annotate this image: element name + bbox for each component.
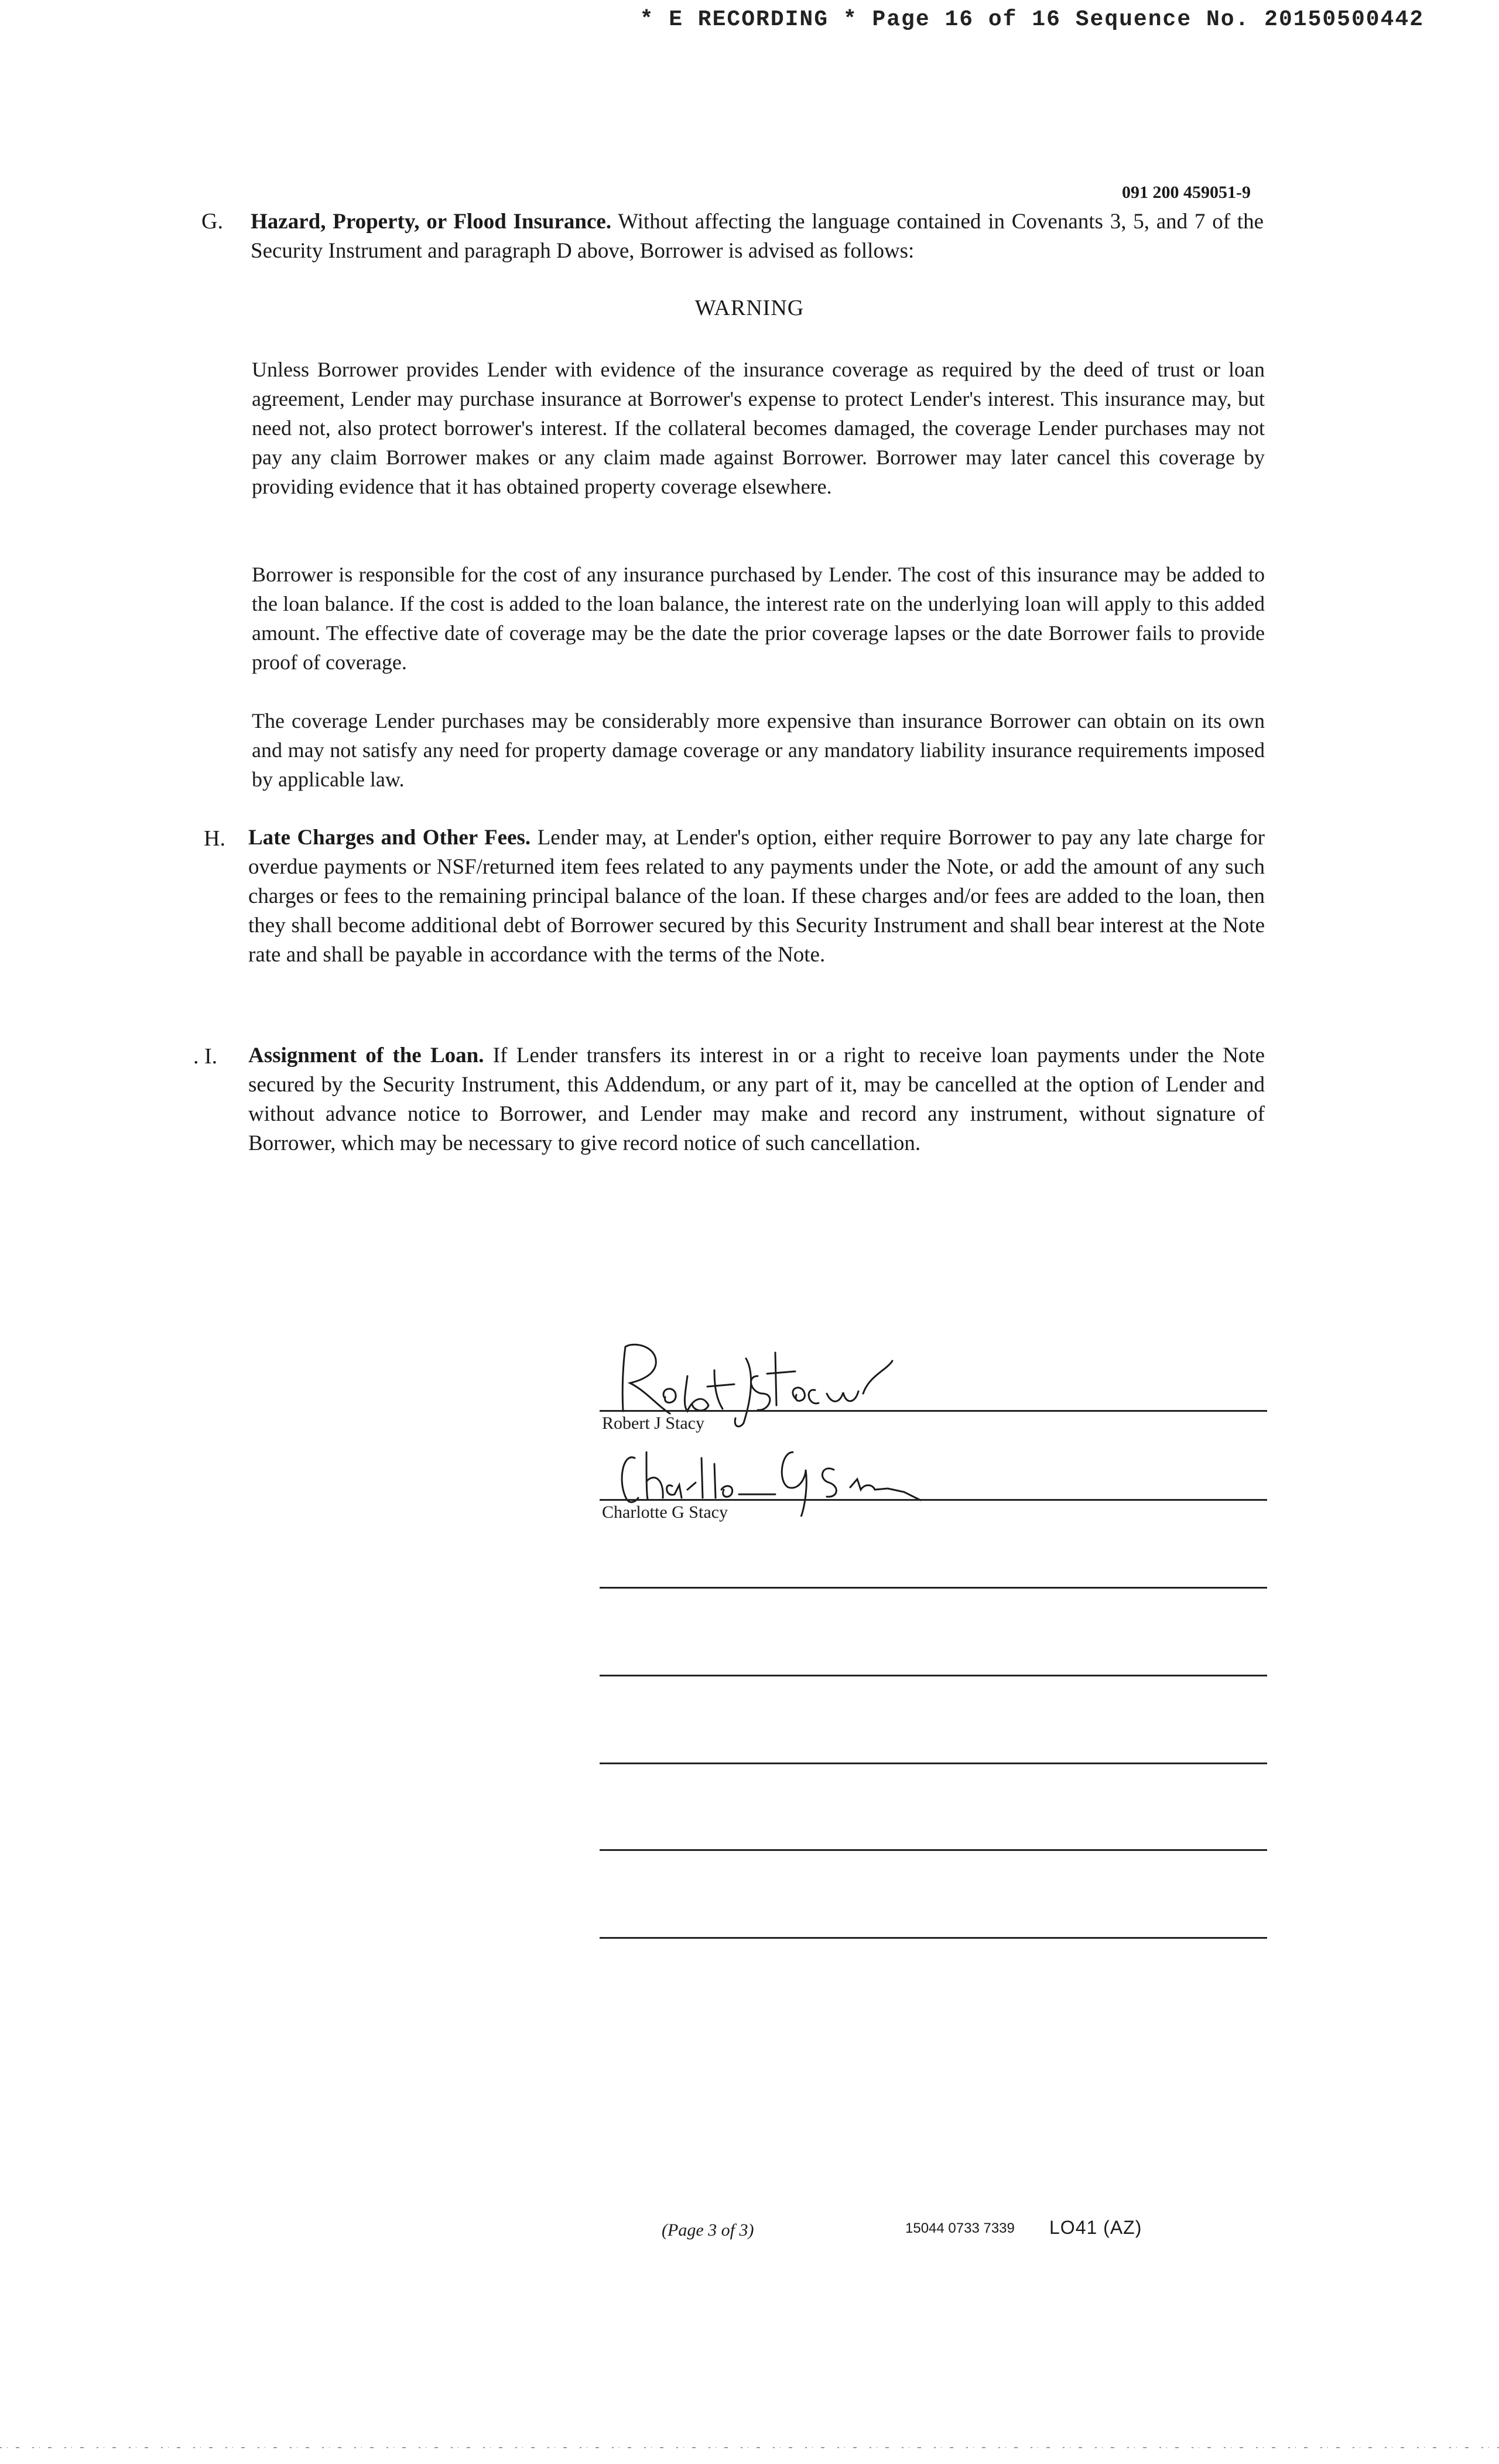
footer-page-label: (Page 3 of 3): [662, 2220, 754, 2240]
signature-line-2: [600, 1499, 1267, 1501]
signer-name-2: Charlotte G Stacy: [602, 1503, 728, 1522]
signature-line-3: [600, 1587, 1267, 1589]
footer-document-code: 15044 0733 7339: [905, 2220, 1015, 2236]
section-g-paragraph-2: Borrower is responsible for the cost of any insurance purchased by Lender. The cost of this insurance may be added to the loan balance. If the cost is added to the loan balance, the interest rate on the underlying loan will apply to this added amount. The effective date of coverage may be the date the prior coverage lapses or the date Borrower fails to provide proof of coverage.: [252, 563, 1265, 674]
section-h-letter: H.: [204, 826, 225, 851]
section-g-paragraph-1: Unless Borrower provides Lender with evidence of the insurance coverage as required by the deed of trust or loan agreement, Lender may purchase insurance at Borrower's expense to protect Lender's interest. This insurance may, but need not, also protect borrower's interest. If the collateral becomes damaged, the coverage Lender purchases may not pay any claim Borrower makes or any claim made against Borrower. Borrower may later cancel this coverage by providing evidence that it has obtained property coverage elsewhere.: [252, 358, 1265, 498]
scan-edge-noise: [0, 2445, 1499, 2450]
signer-name-1: Robert J Stacy: [602, 1414, 704, 1433]
section-i-letter: . I.: [193, 1044, 218, 1069]
section-g-intro: [251, 207, 1264, 266]
warning-heading: WARNING: [694, 296, 805, 320]
recording-banner: * E RECORDING * Page 16 of 16 Sequence No. 20150500442: [639, 7, 1424, 32]
section-g-paragraph-3: The coverage Lender purchases may be considerably more expensive than insurance Borrower can obtain on its own and may not satisfy any need for property damage coverage or any mandatory liability insurance requirements imposed by applicable law.: [252, 709, 1265, 791]
signature-block: [600, 1329, 1267, 1950]
signature-line-6: [600, 1849, 1267, 1851]
signature-line-1: [600, 1410, 1267, 1412]
signature-line-7: [600, 1937, 1267, 1939]
section-i-body: If Lender transfers its interest in or a right to receive loan payments under the Note secured by the Security Instrument, this Addendum, or any part of it, may be cancelled at the option of Lender and without advance notice to Borrower, and Lender may make and record any instrument, without signature of Borrower, which may be necessary to give record notice of such cancellation.: [248, 1043, 1265, 1155]
signature-line-5: [600, 1763, 1267, 1764]
section-i-text: [248, 1041, 1265, 1158]
section-g-letter: G.: [201, 209, 223, 234]
section-i-title: Assignment of the Loan.: [248, 1043, 484, 1067]
section-g-intro-text: Without affecting the language contained in Covenants 3, 5, and 7 of the Security Instrument and paragraph D above, Borrower is advised as follows:: [251, 210, 1264, 263]
section-g-title: Hazard, Property, or Flood Insurance.: [251, 210, 612, 234]
footer-form-code: LO41 (AZ): [1049, 2217, 1142, 2238]
signature-line-4: [600, 1675, 1267, 1676]
section-h-text: [248, 823, 1265, 970]
section-h-body: Lender may, at Lender's option, either require Borrower to pay any late charge for overdue payments or NSF/returned item fees related to any payments under the Note, or add the amount of any such charges or fees to the remaining principal balance of the loan. If these charges and/or fees are added to the loan, then they shall become additional debt of Borrower secured by this Security Instrument and shall bear interest at the Note rate and shall be payable in accordance with the terms of the Note.: [248, 826, 1265, 967]
section-h-title: Late Charges and Other Fees.: [248, 826, 531, 850]
loan-number: 091 200 459051-9: [1122, 183, 1251, 202]
